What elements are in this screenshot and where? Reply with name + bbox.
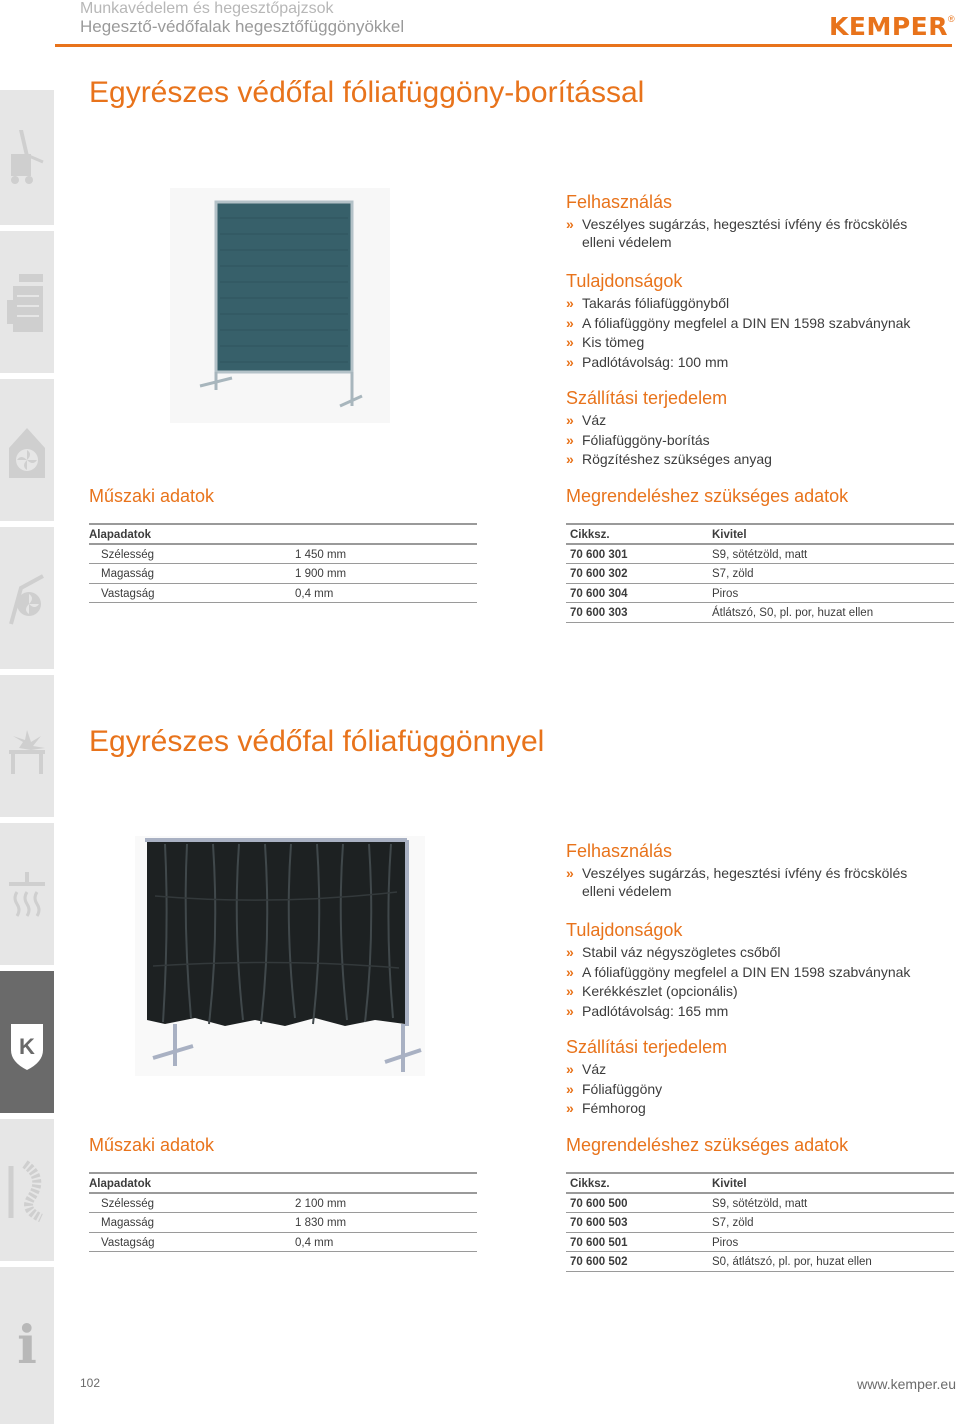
tech-label: Vastagság (101, 587, 155, 600)
order-variant: S7, zöld (712, 1217, 754, 1230)
section2-prop-item: » Kerékkészlet (opcionális) (566, 982, 926, 1002)
table-header-row (89, 1174, 477, 1194)
table-header-row (89, 525, 477, 545)
table-row (89, 1194, 477, 1214)
order-header-variant: Kivitel (712, 529, 747, 541)
order-variant: S0, átlátszó, pl. por, huzat ellen (712, 1256, 872, 1269)
order-variant: Piros (712, 587, 739, 600)
sidebar-tab-heat[interactable] (0, 823, 54, 968)
sidebar-tab-ventilation[interactable] (0, 379, 54, 524)
sidebar-tab-info[interactable] (0, 1267, 54, 1424)
section2-prop-item: » Stabil váz négyszögletes csőből (566, 943, 926, 963)
header-category: Munkavédelem és hegesztőpajzsok (80, 0, 334, 17)
heat-table-icon (5, 862, 49, 926)
section2-tech-table (89, 1172, 477, 1252)
tech-label: Szélesség (101, 1197, 155, 1210)
table-row (89, 564, 477, 584)
order-header-variant: Kivitel (712, 1178, 747, 1190)
tech-value: 2 100 mm (295, 1197, 347, 1210)
page-number: 102 (80, 1376, 101, 1390)
tech-value: 1 450 mm (295, 548, 347, 561)
order-code: 70 600 503 (570, 1217, 628, 1230)
section1-properties (566, 271, 926, 372)
sidebar-tab-extraction-arms[interactable] (0, 527, 54, 672)
registered-mark: ® (947, 14, 955, 24)
footer-url[interactable]: www.kemper.eu (857, 1376, 956, 1392)
info-icon: i (17, 1315, 37, 1376)
section1-props-title: Tulajdonságok (566, 271, 683, 291)
section1-tech-table (89, 523, 477, 603)
kemper-logo (829, 12, 955, 40)
sidebar-tab-welding-torches[interactable] (0, 90, 54, 228)
section1-prop-item: » Kis tömeg (566, 333, 926, 353)
section1-scope-item: » Váz (566, 411, 926, 431)
tech-value: 0,4 mm (295, 1236, 334, 1249)
order-code: 70 600 501 (570, 1236, 628, 1249)
order-code: 70 600 301 (570, 548, 628, 561)
table-row (89, 545, 477, 565)
order-header-code: Cikksz. (570, 1178, 610, 1190)
tech-label: Magasság (101, 1217, 155, 1230)
order-variant: S9, sötétzöld, matt (712, 1197, 808, 1210)
fan-arm-icon (5, 566, 49, 630)
section2-order-title: Megrendeléshez szükséges adatok (566, 1135, 849, 1155)
tech-header-label: Alapadatok (89, 529, 151, 541)
section1-product-photo (170, 188, 390, 423)
tech-label: Szélesség (101, 548, 155, 561)
section1-order-title: Megrendeléshez szükséges adatok (566, 486, 849, 506)
tech-value: 1 830 mm (295, 1217, 347, 1230)
sidebar-tab-welding-tables[interactable] (0, 675, 54, 820)
table-row (89, 584, 477, 604)
order-code: 70 600 502 (570, 1256, 628, 1269)
tech-label: Vastagság (101, 1236, 155, 1249)
table-row (566, 603, 954, 623)
section1-usage-title: Felhasználás (566, 192, 673, 212)
table-row (566, 1252, 954, 1272)
order-variant: Átlátszó, S0, pl. por, huzat ellen (712, 607, 874, 620)
section2-product-photo (135, 836, 425, 1076)
table-row (566, 1194, 954, 1214)
tech-header-label: Alapadatok (89, 1178, 151, 1190)
section1-prop-item: » A fóliafüggöny megfelel a DIN EN 1598 szabványnak (566, 314, 926, 334)
section2-usage-title: Felhasználás (566, 841, 673, 861)
section2-scope-item: » Váz (566, 1060, 926, 1080)
order-code: 70 600 500 (570, 1197, 628, 1210)
tech-label: Magasság (101, 568, 155, 581)
section1-scope (566, 388, 926, 470)
fan-house-icon (5, 418, 49, 482)
section1-prop-item: » Takarás fóliafüggönyből (566, 294, 926, 314)
section1-tech-title: Műszaki adatok (89, 486, 215, 506)
kemper-shield-icon (5, 1010, 49, 1074)
welding-torch-cart-icon (5, 126, 49, 190)
section2-prop-item: » Padlótávolság: 165 mm (566, 1002, 926, 1022)
order-code: 70 600 304 (570, 587, 628, 600)
table-row (89, 1213, 477, 1233)
order-code: 70 600 302 (570, 568, 628, 581)
table-row (566, 564, 954, 584)
extraction-unit-icon (5, 270, 49, 334)
order-variant: S9, sötétzöld, matt (712, 548, 808, 561)
table-row (566, 545, 954, 565)
section2-props-title: Tulajdonságok (566, 920, 683, 940)
order-code: 70 600 303 (570, 607, 628, 620)
section2-scope-item: » Fóliafüggöny (566, 1080, 926, 1100)
table-row (566, 1213, 954, 1233)
tech-value: 1 900 mm (295, 568, 347, 581)
table-row (89, 1233, 477, 1253)
section1-scope-title: Szállítási terjedelem (566, 388, 728, 408)
section2-properties (566, 920, 926, 1021)
header-rule (55, 44, 952, 47)
section2-scope (566, 1037, 926, 1119)
section2-scope-title: Szállítási terjedelem (566, 1037, 728, 1057)
header-subtitle: Hegesztő-védőfalak hegesztőfüggönyökkel (80, 17, 405, 36)
section2-title: Egyrészes védőfal fóliafüggönnyel (89, 725, 545, 758)
category-sidebar (0, 46, 54, 1424)
section1-order-table (566, 523, 954, 623)
section1-prop-item: » Padlótávolság: 100 mm (566, 353, 926, 373)
section1-usage-item: » Veszélyes sugárzás, hegesztési ívfény és fröcskölés elleni védelem (566, 215, 926, 251)
table-row (566, 584, 954, 604)
order-header-code: Cikksz. (570, 529, 610, 541)
sidebar-tab-extraction-units[interactable] (0, 231, 54, 376)
section2-scope-item: » Fémhorog (566, 1099, 926, 1119)
logo-text: KEMPER (829, 11, 948, 41)
table-header-row (566, 1174, 954, 1194)
table-row (566, 1233, 954, 1253)
section2-order-table (566, 1172, 954, 1272)
section1-scope-item: » Rögzítéshez szükséges anyag (566, 450, 926, 470)
tech-value: 0,4 mm (295, 587, 334, 600)
order-variant: Piros (712, 1236, 739, 1249)
hose-icon (5, 1158, 49, 1222)
order-variant: S7, zöld (712, 568, 754, 581)
active-tab-label: K (19, 1034, 35, 1059)
sidebar-tab-protection-active[interactable] (0, 971, 54, 1116)
section2-usage (566, 841, 926, 900)
section1-title: Egyrészes védőfal fóliafüggöny-borítással (89, 76, 645, 109)
section2-prop-item: » A fóliafüggöny megfelel a DIN EN 1598 szabványnak (566, 963, 926, 983)
sparks-table-icon (5, 714, 49, 778)
table-header-row (566, 525, 954, 545)
section2-usage-item: » Veszélyes sugárzás, hegesztési ívfény és fröcskölés elleni védelem (566, 864, 926, 900)
section1-usage (566, 192, 926, 251)
section1-scope-item: » Fóliafüggöny-borítás (566, 431, 926, 451)
section2-tech-title: Műszaki adatok (89, 1135, 215, 1155)
sidebar-tab-hoses[interactable] (0, 1119, 54, 1264)
